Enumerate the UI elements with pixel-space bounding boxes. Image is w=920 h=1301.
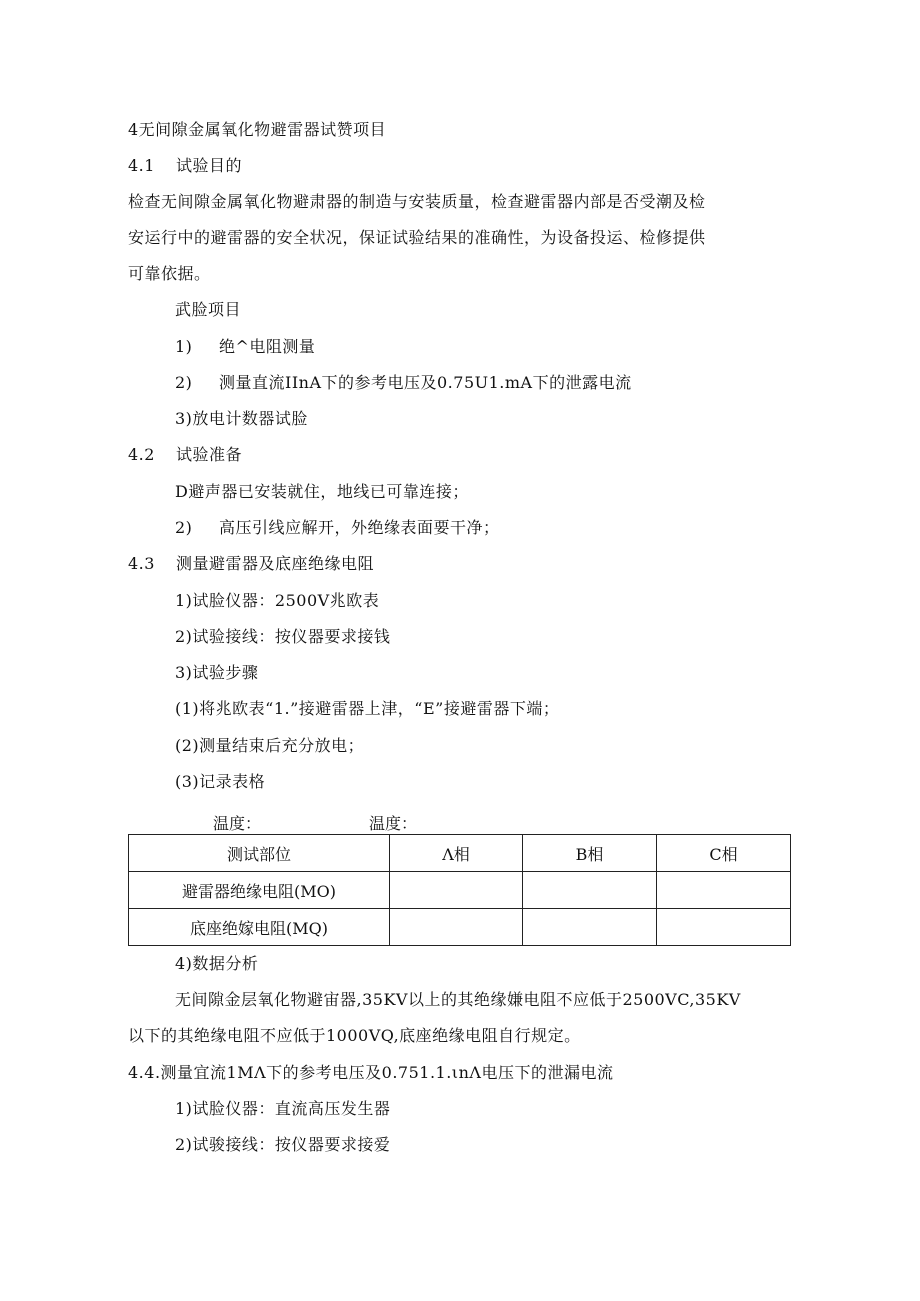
table-cell[interactable] (523, 909, 657, 946)
items-heading: 武脸项目 (175, 300, 242, 319)
list-item (175, 336, 315, 358)
table-cell[interactable] (657, 872, 791, 909)
analysis-heading: 4)数据分析 (175, 954, 259, 973)
list-item: 2)试骏接线：按仪器要求接爱 (175, 1135, 391, 1154)
list-item: 1)试脸仪器：直流高压发生器 (175, 1099, 391, 1118)
list-item: (3)记录表格 (175, 772, 266, 791)
record-table (128, 834, 791, 946)
section-title: 4无间隙金属氧化物避雷器试赞项目 (128, 120, 387, 139)
section-number: 4.3 (128, 554, 155, 573)
humidity-label: 温度： (369, 814, 418, 833)
paragraph-line: 检查无间隙金属氧化物避肃器的制造与安装质量，检查避雷器内部是否受潮及检 (128, 192, 706, 211)
section-heading-text: 试验准备 (176, 445, 243, 464)
list-item-text: 绝^电阻测量 (219, 337, 316, 356)
section-number: 4.2 (128, 445, 155, 464)
list-item: 2)试验接线：按仪器要求接钱 (175, 627, 391, 646)
paragraph-line: 安运行中的避雷器的安全状况，保证试验结果的准确性，为设备投运、检修提供 (128, 228, 706, 247)
list-item (175, 517, 500, 539)
table-cell[interactable] (390, 872, 523, 909)
section-heading-text: 试验目的 (176, 156, 243, 175)
list-item-number: 1) (175, 337, 193, 356)
list-item: 3)放电计数器试脸 (175, 409, 308, 428)
list-item-text: 高压引线应解开，外绝缘表面要干净； (219, 518, 500, 537)
paragraph-line: 无间隙金层氧化物避宙器,35KV以上的其绝缘嫌电阻不应低于2500VC,35KV (175, 990, 741, 1009)
section-heading-text: 测量避雷器及底座绝缘电阻 (176, 554, 375, 573)
table-header-row (129, 835, 791, 872)
table-header-cell: 测试部位 (129, 835, 390, 872)
temperature-label: 温度： (213, 814, 262, 833)
paragraph-line: 可靠依据。 (128, 264, 211, 283)
table-cell[interactable] (523, 872, 657, 909)
paragraph-line: 以下的其绝缘电阻不应低于1000VQ,底座绝缘电阻自行规定。 (128, 1026, 581, 1045)
list-item-text: 测量直流IInA下的参考电压及0.75U1.mA下的泄露电流 (219, 373, 632, 392)
table-row-label: 底座绝嫁电阻(MQ) (129, 909, 390, 946)
list-item: 3)试验步骤 (175, 663, 259, 682)
table-cell[interactable] (390, 909, 523, 946)
table-header-cell: B相 (523, 835, 657, 872)
list-item: (1)将兆欧表“1.”接避雷器上津，“E”接避雷器下端； (175, 699, 560, 718)
list-item: (2)测量结束后充分放电； (175, 736, 365, 755)
table-header-cell: C相 (657, 835, 791, 872)
table-row (129, 872, 791, 909)
list-item-number: 2) (175, 518, 193, 537)
list-item: 1)试脸仪器：2500V兆欧表 (175, 591, 380, 610)
section-4-2-heading (128, 444, 242, 466)
table-header-cell: Λ相 (390, 835, 523, 872)
table-row (129, 909, 791, 946)
list-item (175, 372, 632, 394)
section-number: 4.1 (128, 156, 155, 175)
section-4-1-heading (128, 155, 242, 177)
list-item: D避声器已安装就住，地线已可靠连接； (175, 482, 469, 501)
table-row-label: 避雷器绝缘电阻(MO) (129, 872, 390, 909)
section-4-4-heading: 4.4.测量宜流1MΛ下的参考电压及0.751.1.ιnΛ电压下的泄漏电流 (128, 1063, 614, 1082)
table-cell[interactable] (657, 909, 791, 946)
section-4-3-heading (128, 553, 374, 575)
list-item-number: 2) (175, 373, 193, 392)
